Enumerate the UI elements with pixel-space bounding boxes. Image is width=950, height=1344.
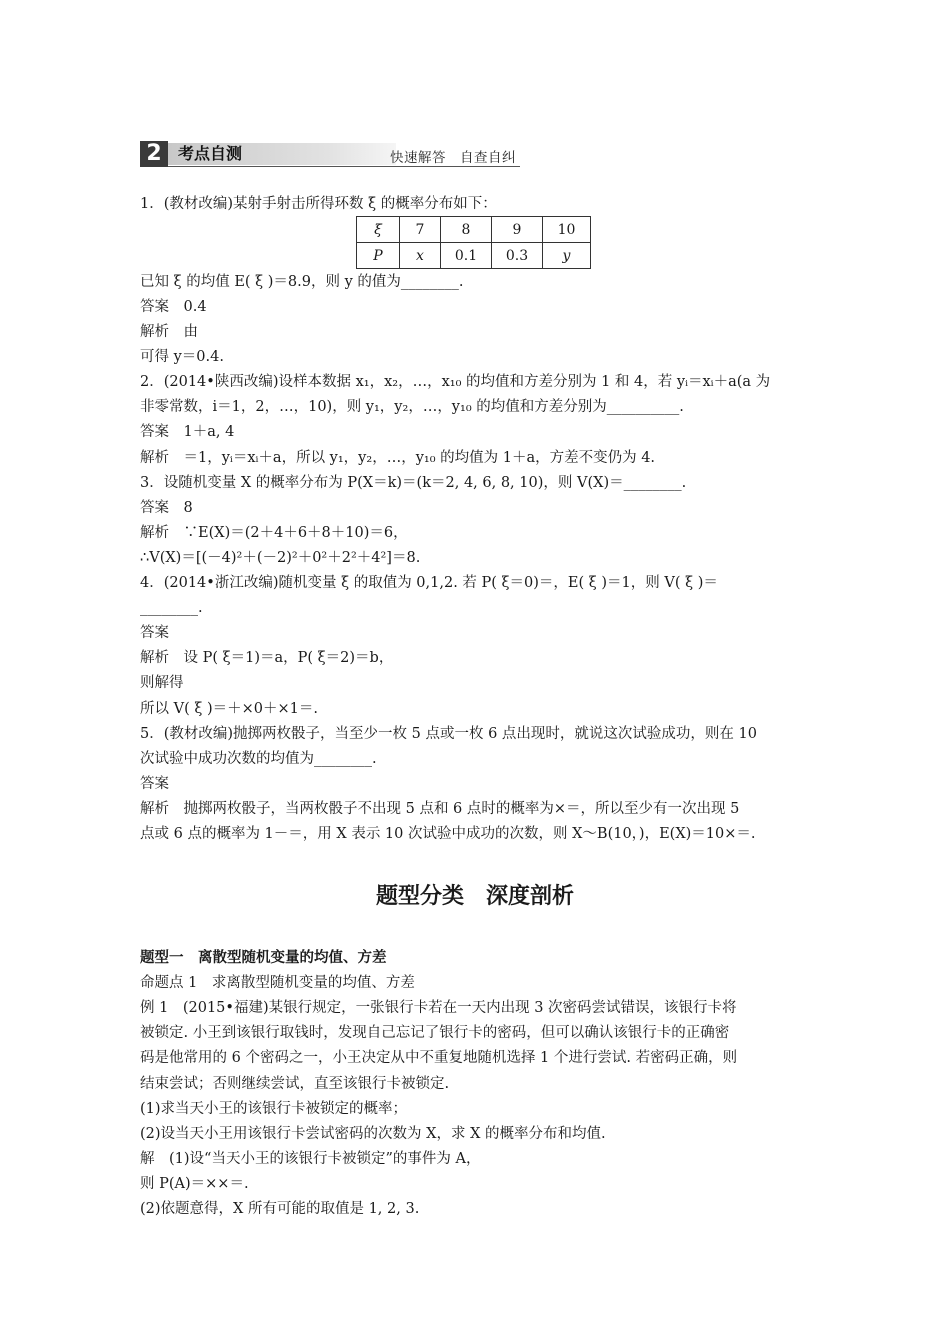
answer-line: 答案 xyxy=(140,776,169,792)
table-cell: 9 xyxy=(492,217,543,243)
section-title: 考点自测 xyxy=(178,144,243,163)
table-row xyxy=(357,243,591,269)
page-section-title: 题型分类 深度剖析 xyxy=(375,884,574,909)
example-1-text: 例 1 (2015•福建)某银行规定，一张银行卡若在一天内出现 3 次密码尝试错误，该银行卡将 xyxy=(140,1000,737,1016)
analysis-line: 解析 由 xyxy=(140,324,198,340)
text-line: 所以 V( ξ )＝＋×0＋×1＝. xyxy=(140,701,318,717)
question-2: (2)设当天小王用该银行卡尝试密码的次数为 X，求 X 的概率分布和均值. xyxy=(140,1126,606,1142)
text-line: ________. xyxy=(140,600,203,616)
text-line: 则解得 xyxy=(140,675,184,691)
table-cell: 8 xyxy=(441,217,492,243)
analysis-line: 解析 ＝1，yᵢ＝xᵢ＋a，所以 y₁，y₂，…，y₁₀ 的均值为 1＋a，方差不变仍为 4. xyxy=(140,450,656,466)
table-cell: 7 xyxy=(400,217,441,243)
text-line: (2)依题意得，X 所有可能的取值是 1, 2, 3. xyxy=(140,1201,420,1217)
text-line: 可得 y＝0.4. xyxy=(140,349,224,365)
analysis-line: 解析 抛掷两枚骰子，当两枚骰子不出现 5 点和 6 点时的概率为×＝，所以至少有一次出现 5 xyxy=(140,801,740,817)
problem-1-text: 1．(教材改编)某射手射击所得环数 ξ 的概率分布如下： xyxy=(140,196,497,212)
table-cell: 10 xyxy=(543,217,591,243)
table-cell: x xyxy=(400,243,441,269)
subsection-heading: 题型一 离散型随机变量的均值、方差 xyxy=(140,950,387,966)
text-line: 结束尝试；否则继续尝试，直至该银行卡被锁定. xyxy=(140,1076,450,1092)
text-line: 则 P(A)＝××＝. xyxy=(140,1176,249,1192)
section-number: 2 xyxy=(140,141,168,167)
answer-line: 答案 1＋a, 4 xyxy=(140,424,235,440)
analysis-line: 解析 ∵E(X)＝(2＋4＋6＋8＋10)＝6， xyxy=(140,525,408,541)
answer-line: 答案 xyxy=(140,625,169,641)
analysis-line: 解析 设 P( ξ＝1)＝a，P( ξ＝2)＝b， xyxy=(140,650,394,666)
table-cell: 0.3 xyxy=(492,243,543,269)
solution-line: 解 (1)设“当天小王的该银行卡被锁定”的事件为 A， xyxy=(140,1151,481,1167)
problem-4-text: 4．(2014•浙江改编)随机变量 ξ 的取值为 0,1,2. 若 P( ξ＝0)＝，E( ξ )＝1，则 V( ξ )＝ xyxy=(140,575,718,591)
topic-line: 命题点 1 求离散型随机变量的均值、方差 xyxy=(140,975,415,991)
table-cell: y xyxy=(543,243,591,269)
text-line: 点或 6 点的概率为 1－＝，用 X 表示 10 次试验中成功的次数，则 X～B(10，)，E(X)＝10×＝. xyxy=(140,826,756,842)
answer-line: 答案 8 xyxy=(140,500,193,516)
problem-3-text: 3．设随机变量 X 的概率分布为 P(X＝k)＝(k＝2, 4, 6, 8, 10)，则 V(X)＝________. xyxy=(140,475,687,491)
question-1: (1)求当天小王的该银行卡被锁定的概率； xyxy=(140,1101,408,1117)
text-line: 已知 ξ 的均值 E( ξ )＝8.9，则 y 的值为________. xyxy=(140,274,464,290)
section-subtitle: 快速解答 自查自纠 xyxy=(390,150,516,166)
text-line: 次试验中成功次数的均值为________. xyxy=(140,751,377,767)
problem-2-text: 2．(2014•陕西改编)设样本数据 x₁，x₂，…，x₁₀ 的均值和方差分别为 1 和 4，若 yᵢ＝xᵢ＋a(a 为 xyxy=(140,374,771,390)
text-line: 被锁定. 小王到该银行取钱时，发现自己忘记了银行卡的密码，但可以确认该银行卡的正确密 xyxy=(140,1025,730,1041)
table-row xyxy=(357,217,591,243)
problem-5-text: 5．(教材改编)抛掷两枚骰子，当至少一枚 5 点或一枚 6 点出现时，就说这次试验成功，则在 10 xyxy=(140,726,757,742)
answer-line: 答案 0.4 xyxy=(140,299,207,315)
table-cell: ξ xyxy=(357,217,400,243)
section-header xyxy=(140,141,520,171)
section-title-box xyxy=(168,143,396,165)
table-cell: 0.1 xyxy=(441,243,492,269)
text-line: 码是他常用的 6 个密码之一，小王决定从中不重复地随机选择 1 个进行尝试. 若密码正确，则 xyxy=(140,1050,738,1066)
table-cell: P xyxy=(357,243,400,269)
probability-table xyxy=(356,216,591,269)
text-line: 非零常数，i＝1，2，…，10)，则 y₁，y₂，…，y₁₀ 的均值和方差分别为__________. xyxy=(140,399,684,415)
text-line: ∴V(X)＝[(－4)²＋(－2)²＋0²＋2²＋4²]＝8. xyxy=(140,550,421,566)
